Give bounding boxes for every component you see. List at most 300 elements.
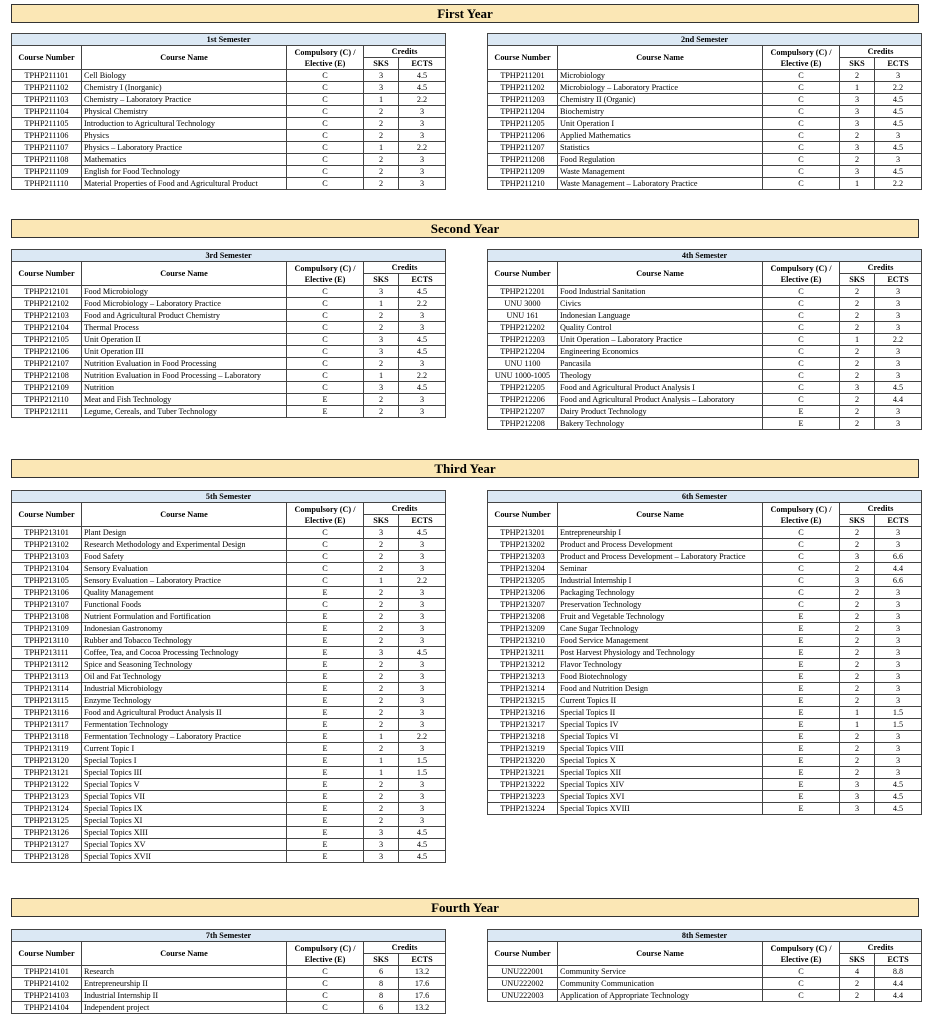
course-number: TPHP211206 bbox=[488, 130, 558, 142]
course-type: C bbox=[763, 70, 840, 82]
course-name: Fermentation Technology bbox=[82, 719, 287, 731]
course-name: Bakery Technology bbox=[558, 418, 763, 430]
course-type: E bbox=[287, 839, 364, 851]
course-name: English for Food Technology bbox=[82, 166, 287, 178]
sks-header: SKS bbox=[364, 274, 399, 286]
ects-credits: 3 bbox=[399, 671, 446, 683]
course-name: Industrial Internship I bbox=[558, 575, 763, 587]
course-number: TPHP213101 bbox=[12, 527, 82, 539]
table-row bbox=[12, 334, 446, 346]
course-type: C bbox=[763, 154, 840, 166]
sks-credits: 2 bbox=[364, 671, 399, 683]
sks-credits: 2 bbox=[840, 671, 875, 683]
table-row bbox=[488, 779, 922, 791]
course-number: TPHP213207 bbox=[488, 599, 558, 611]
table-row bbox=[488, 94, 922, 106]
sks-credits: 2 bbox=[364, 659, 399, 671]
semester-title: 6th Semester bbox=[488, 491, 922, 503]
course-number: TPHP213120 bbox=[12, 755, 82, 767]
course-number: TPHP213221 bbox=[488, 767, 558, 779]
sks-credits: 2 bbox=[840, 743, 875, 755]
ects-credits: 3 bbox=[399, 118, 446, 130]
table-row bbox=[488, 623, 922, 635]
course-name: Physical Chemistry bbox=[82, 106, 287, 118]
course-name: Special Topics XV bbox=[82, 839, 287, 851]
course-type: C bbox=[287, 166, 364, 178]
sks-credits: 2 bbox=[840, 358, 875, 370]
table-row bbox=[12, 382, 446, 394]
course-name: Unit Operation III bbox=[82, 346, 287, 358]
course-name-header: Course Name bbox=[558, 262, 763, 286]
course-type: C bbox=[287, 1002, 364, 1014]
table-row bbox=[488, 394, 922, 406]
course-name: Food and Agricultural Product Analysis II bbox=[82, 707, 287, 719]
course-number: TPHP213126 bbox=[12, 827, 82, 839]
course-type: C bbox=[763, 310, 840, 322]
course-type: C bbox=[287, 106, 364, 118]
table-row bbox=[488, 563, 922, 575]
sks-credits: 2 bbox=[840, 695, 875, 707]
sks-credits: 2 bbox=[364, 683, 399, 695]
course-name: Special Topics XIII bbox=[82, 827, 287, 839]
ects-credits: 3 bbox=[399, 611, 446, 623]
sks-credits: 1 bbox=[840, 707, 875, 719]
course-type: C bbox=[763, 370, 840, 382]
course-type: C bbox=[287, 94, 364, 106]
semester-table bbox=[487, 249, 922, 430]
course-number-header: Course Number bbox=[12, 942, 82, 966]
sks-credits: 1 bbox=[840, 719, 875, 731]
course-name: Chemistry II (Organic) bbox=[558, 94, 763, 106]
course-type: E bbox=[287, 587, 364, 599]
table-row bbox=[488, 106, 922, 118]
course-name: Biochemistry bbox=[558, 106, 763, 118]
course-number-header: Course Number bbox=[488, 262, 558, 286]
ects-credits: 4.5 bbox=[399, 346, 446, 358]
ects-credits: 1.5 bbox=[875, 707, 922, 719]
course-number: TPHP212105 bbox=[12, 334, 82, 346]
course-type: E bbox=[763, 611, 840, 623]
sks-credits: 2 bbox=[840, 635, 875, 647]
table-row bbox=[12, 298, 446, 310]
table-row bbox=[12, 719, 446, 731]
course-number: TPHP213216 bbox=[488, 707, 558, 719]
table-row bbox=[488, 406, 922, 418]
course-type: E bbox=[763, 418, 840, 430]
course-name-header: Course Name bbox=[558, 942, 763, 966]
ects-credits: 3 bbox=[875, 647, 922, 659]
course-type: E bbox=[287, 707, 364, 719]
course-name: Nutrient Formulation and Fortification bbox=[82, 611, 287, 623]
ects-credits: 3 bbox=[875, 755, 922, 767]
ects-credits: 3 bbox=[399, 587, 446, 599]
table-row bbox=[488, 990, 922, 1002]
course-type: C bbox=[763, 551, 840, 563]
ects-credits: 3 bbox=[875, 70, 922, 82]
table-row bbox=[12, 551, 446, 563]
course-type: E bbox=[763, 406, 840, 418]
table-row bbox=[12, 839, 446, 851]
table-row bbox=[12, 803, 446, 815]
course-number: TPHP213115 bbox=[12, 695, 82, 707]
course-number: TPHP213211 bbox=[488, 647, 558, 659]
table-row bbox=[488, 707, 922, 719]
course-type: C bbox=[287, 118, 364, 130]
table-row bbox=[488, 539, 922, 551]
table-row bbox=[12, 310, 446, 322]
course-number: TPHP211204 bbox=[488, 106, 558, 118]
sks-credits: 2 bbox=[364, 154, 399, 166]
course-name: Plant Design bbox=[82, 527, 287, 539]
course-number: TPHP213212 bbox=[488, 659, 558, 671]
table-row bbox=[488, 683, 922, 695]
table-row bbox=[488, 743, 922, 755]
course-name: Spice and Seasoning Technology bbox=[82, 659, 287, 671]
ects-credits: 2.2 bbox=[875, 82, 922, 94]
course-type: C bbox=[763, 394, 840, 406]
semester-table bbox=[487, 33, 922, 190]
ects-credits: 4.5 bbox=[875, 382, 922, 394]
year-heading: Third Year bbox=[11, 459, 919, 478]
course-number: TPHP213222 bbox=[488, 779, 558, 791]
table-row bbox=[488, 154, 922, 166]
sks-credits: 2 bbox=[840, 647, 875, 659]
course-name: Nutrition Evaluation in Food Processing – Laboratory bbox=[82, 370, 287, 382]
table-row bbox=[12, 755, 446, 767]
ects-credits: 3 bbox=[399, 791, 446, 803]
table-row bbox=[12, 322, 446, 334]
course-type: E bbox=[287, 647, 364, 659]
course-number: TPHP212111 bbox=[12, 406, 82, 418]
course-number: UNU222001 bbox=[488, 966, 558, 978]
course-number: TPHP213208 bbox=[488, 611, 558, 623]
table-row bbox=[488, 635, 922, 647]
course-name: Food Regulation bbox=[558, 154, 763, 166]
course-type: C bbox=[287, 322, 364, 334]
table-row bbox=[12, 827, 446, 839]
compulsory-header: Compulsory (C) / Elective (E) bbox=[763, 942, 840, 966]
table-row bbox=[488, 671, 922, 683]
table-row bbox=[12, 1002, 446, 1014]
sks-credits: 2 bbox=[364, 719, 399, 731]
course-number: TPHP212202 bbox=[488, 322, 558, 334]
course-type: C bbox=[287, 978, 364, 990]
course-number-header: Course Number bbox=[488, 942, 558, 966]
course-name: Food Service Management bbox=[558, 635, 763, 647]
course-number: TPHP213209 bbox=[488, 623, 558, 635]
course-number: TPHP213128 bbox=[12, 851, 82, 863]
course-name: Entrepreneurship I bbox=[558, 527, 763, 539]
course-type: E bbox=[287, 803, 364, 815]
credits-header: Credits bbox=[364, 942, 446, 954]
credits-header: Credits bbox=[364, 46, 446, 58]
course-number: TPHP213106 bbox=[12, 587, 82, 599]
sks-header: SKS bbox=[364, 515, 399, 527]
ects-credits: 3 bbox=[875, 298, 922, 310]
ects-credits: 4.5 bbox=[399, 527, 446, 539]
course-type: E bbox=[287, 755, 364, 767]
sks-credits: 2 bbox=[364, 695, 399, 707]
course-type: C bbox=[763, 286, 840, 298]
course-type: E bbox=[763, 767, 840, 779]
ects-credits: 3 bbox=[875, 671, 922, 683]
ects-credits: 3 bbox=[875, 130, 922, 142]
course-number: TPHP213213 bbox=[488, 671, 558, 683]
course-name: Food and Agricultural Product Chemistry bbox=[82, 310, 287, 322]
table-row bbox=[12, 563, 446, 575]
compulsory-header: Compulsory (C) / Elective (E) bbox=[287, 503, 364, 527]
sks-credits: 6 bbox=[364, 966, 399, 978]
table-row bbox=[12, 94, 446, 106]
course-name: Statistics bbox=[558, 142, 763, 154]
course-number: TPHP213203 bbox=[488, 551, 558, 563]
course-number-header: Course Number bbox=[12, 262, 82, 286]
semester-title: 1st Semester bbox=[12, 34, 446, 46]
sks-credits: 2 bbox=[840, 286, 875, 298]
table-row bbox=[12, 647, 446, 659]
course-name: Special Topics VIII bbox=[558, 743, 763, 755]
sks-credits: 1 bbox=[364, 755, 399, 767]
ects-credits: 3 bbox=[399, 599, 446, 611]
table-row bbox=[12, 851, 446, 863]
ects-credits: 3 bbox=[875, 659, 922, 671]
course-name-header: Course Name bbox=[82, 262, 287, 286]
sks-credits: 2 bbox=[840, 298, 875, 310]
ects-credits: 2.2 bbox=[875, 334, 922, 346]
course-type: C bbox=[763, 527, 840, 539]
course-number: TPHP212208 bbox=[488, 418, 558, 430]
table-row bbox=[488, 978, 922, 990]
course-number: TPHP211208 bbox=[488, 154, 558, 166]
table-row bbox=[12, 695, 446, 707]
table-row bbox=[12, 527, 446, 539]
course-number: TPHP212104 bbox=[12, 322, 82, 334]
ects-credits: 6.6 bbox=[875, 575, 922, 587]
sks-credits: 2 bbox=[364, 563, 399, 575]
course-number: TPHP214101 bbox=[12, 966, 82, 978]
course-type: E bbox=[763, 803, 840, 815]
course-number: UNU 1100 bbox=[488, 358, 558, 370]
ects-credits: 2.2 bbox=[399, 575, 446, 587]
course-type: C bbox=[287, 310, 364, 322]
course-name: Sensory Evaluation bbox=[82, 563, 287, 575]
table-row bbox=[12, 767, 446, 779]
course-type: C bbox=[763, 990, 840, 1002]
course-type: C bbox=[763, 322, 840, 334]
sks-credits: 3 bbox=[364, 839, 399, 851]
course-type: C bbox=[763, 334, 840, 346]
course-type: E bbox=[763, 683, 840, 695]
table-row bbox=[488, 382, 922, 394]
sks-credits: 2 bbox=[840, 731, 875, 743]
course-type: C bbox=[287, 539, 364, 551]
course-number: TPHP213119 bbox=[12, 743, 82, 755]
sks-credits: 8 bbox=[364, 978, 399, 990]
semester-table bbox=[11, 490, 446, 863]
course-name: Special Topics XII bbox=[558, 767, 763, 779]
course-type: C bbox=[287, 370, 364, 382]
course-number: TPHP213116 bbox=[12, 707, 82, 719]
course-type: C bbox=[763, 563, 840, 575]
course-name: Industrial Microbiology bbox=[82, 683, 287, 695]
course-name: Post Harvest Physiology and Technology bbox=[558, 647, 763, 659]
course-name: Meat and Fish Technology bbox=[82, 394, 287, 406]
course-name: Cell Biology bbox=[82, 70, 287, 82]
course-name: Unit Operation I bbox=[558, 118, 763, 130]
course-name: Food Industrial Sanitation bbox=[558, 286, 763, 298]
course-type: C bbox=[287, 154, 364, 166]
semester-table bbox=[11, 929, 446, 1014]
sks-credits: 3 bbox=[840, 791, 875, 803]
course-type: E bbox=[287, 695, 364, 707]
table-row bbox=[488, 334, 922, 346]
course-type: C bbox=[763, 575, 840, 587]
course-name: Applied Mathematics bbox=[558, 130, 763, 142]
sks-credits: 2 bbox=[840, 154, 875, 166]
course-name: Product and Process Development bbox=[558, 539, 763, 551]
sks-header: SKS bbox=[840, 58, 875, 70]
sks-credits: 3 bbox=[840, 142, 875, 154]
sks-credits: 2 bbox=[840, 394, 875, 406]
ects-credits: 4.5 bbox=[399, 70, 446, 82]
table-row bbox=[488, 803, 922, 815]
course-number: TPHP213103 bbox=[12, 551, 82, 563]
course-name: Microbiology bbox=[558, 70, 763, 82]
course-type: E bbox=[763, 707, 840, 719]
course-type: E bbox=[287, 743, 364, 755]
sks-credits: 2 bbox=[840, 406, 875, 418]
course-name: Civics bbox=[558, 298, 763, 310]
course-name: Waste Management bbox=[558, 166, 763, 178]
credits-header: Credits bbox=[364, 262, 446, 274]
compulsory-header: Compulsory (C) / Elective (E) bbox=[287, 262, 364, 286]
sks-header: SKS bbox=[840, 515, 875, 527]
ects-credits: 2.2 bbox=[399, 731, 446, 743]
course-name: Special Topics XI bbox=[82, 815, 287, 827]
course-name: Packaging Technology bbox=[558, 587, 763, 599]
table-row bbox=[488, 418, 922, 430]
table-row bbox=[12, 587, 446, 599]
ects-header: ECTS bbox=[399, 274, 446, 286]
course-type: E bbox=[763, 779, 840, 791]
course-name-header: Course Name bbox=[558, 503, 763, 527]
table-row bbox=[12, 791, 446, 803]
course-type: E bbox=[287, 815, 364, 827]
course-type: E bbox=[763, 635, 840, 647]
course-name: Dairy Product Technology bbox=[558, 406, 763, 418]
sks-credits: 3 bbox=[840, 575, 875, 587]
course-type: E bbox=[763, 719, 840, 731]
course-type: C bbox=[763, 118, 840, 130]
ects-credits: 3 bbox=[399, 635, 446, 647]
ects-credits: 2.2 bbox=[399, 94, 446, 106]
table-row bbox=[488, 695, 922, 707]
table-row bbox=[12, 178, 446, 190]
course-type: C bbox=[287, 966, 364, 978]
course-name: Fruit and Vegetable Technology bbox=[558, 611, 763, 623]
course-name: Physics bbox=[82, 130, 287, 142]
ects-credits: 3 bbox=[875, 286, 922, 298]
course-name: Chemistry – Laboratory Practice bbox=[82, 94, 287, 106]
course-name: Community Service bbox=[558, 966, 763, 978]
sks-credits: 2 bbox=[840, 659, 875, 671]
table-row bbox=[488, 310, 922, 322]
course-type: C bbox=[287, 142, 364, 154]
ects-credits: 4.5 bbox=[399, 851, 446, 863]
ects-credits: 6.6 bbox=[875, 551, 922, 563]
table-row bbox=[12, 82, 446, 94]
course-name: Special Topics IX bbox=[82, 803, 287, 815]
course-number: TPHP213125 bbox=[12, 815, 82, 827]
table-row bbox=[12, 779, 446, 791]
ects-header: ECTS bbox=[875, 515, 922, 527]
ects-credits: 1.5 bbox=[875, 719, 922, 731]
course-number: TPHP211209 bbox=[488, 166, 558, 178]
sks-credits: 2 bbox=[364, 707, 399, 719]
course-type: E bbox=[287, 719, 364, 731]
course-type: C bbox=[287, 286, 364, 298]
table-row bbox=[488, 611, 922, 623]
course-type: C bbox=[287, 130, 364, 142]
sks-credits: 2 bbox=[840, 130, 875, 142]
course-name: Introduction to Agricultural Technology bbox=[82, 118, 287, 130]
table-row bbox=[488, 322, 922, 334]
ects-credits: 1.5 bbox=[399, 767, 446, 779]
course-name: Special Topics V bbox=[82, 779, 287, 791]
ects-credits: 13.2 bbox=[399, 966, 446, 978]
ects-credits: 17.6 bbox=[399, 978, 446, 990]
course-number: TPHP211102 bbox=[12, 82, 82, 94]
table-row bbox=[488, 166, 922, 178]
credits-header: Credits bbox=[840, 262, 922, 274]
ects-credits: 3 bbox=[875, 683, 922, 695]
sks-credits: 2 bbox=[840, 310, 875, 322]
course-type: E bbox=[287, 683, 364, 695]
table-row bbox=[488, 575, 922, 587]
table-row bbox=[12, 966, 446, 978]
course-number: TPHP214102 bbox=[12, 978, 82, 990]
table-row bbox=[488, 659, 922, 671]
course-type: C bbox=[763, 142, 840, 154]
sks-header: SKS bbox=[840, 274, 875, 286]
table-row bbox=[488, 719, 922, 731]
course-type: E bbox=[763, 647, 840, 659]
sks-credits: 3 bbox=[840, 166, 875, 178]
table-row bbox=[488, 599, 922, 611]
year-heading: Second Year bbox=[11, 219, 919, 238]
course-number: TPHP212205 bbox=[488, 382, 558, 394]
course-type: C bbox=[763, 82, 840, 94]
sks-credits: 2 bbox=[364, 106, 399, 118]
course-number: TPHP213113 bbox=[12, 671, 82, 683]
ects-credits: 4.5 bbox=[399, 827, 446, 839]
course-number: TPHP213224 bbox=[488, 803, 558, 815]
course-name: Special Topics XVI bbox=[558, 791, 763, 803]
course-name: Special Topics IV bbox=[558, 719, 763, 731]
table-row bbox=[12, 731, 446, 743]
sks-credits: 2 bbox=[364, 406, 399, 418]
ects-header: ECTS bbox=[875, 58, 922, 70]
course-type: C bbox=[287, 382, 364, 394]
table-row bbox=[12, 286, 446, 298]
sks-credits: 2 bbox=[840, 599, 875, 611]
course-number: TPHP213220 bbox=[488, 755, 558, 767]
table-row bbox=[488, 118, 922, 130]
course-number: TPHP213218 bbox=[488, 731, 558, 743]
sks-credits: 2 bbox=[364, 779, 399, 791]
ects-credits: 4.5 bbox=[875, 791, 922, 803]
semester-table bbox=[11, 33, 446, 190]
